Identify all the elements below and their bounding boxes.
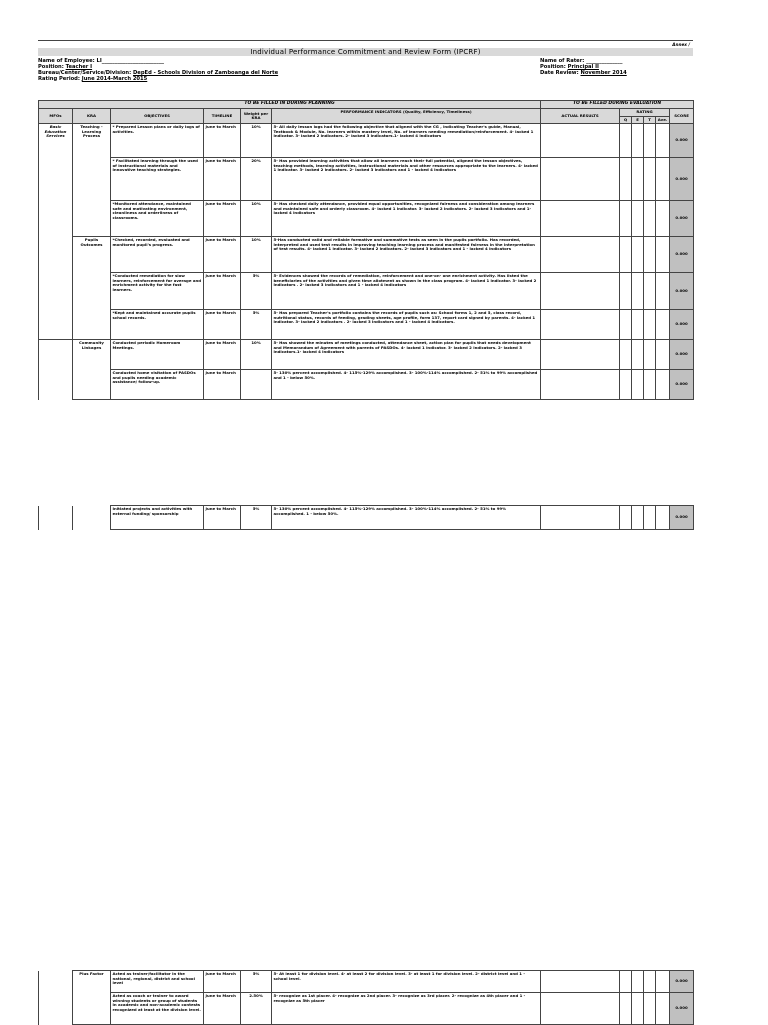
indicator-cell: 5- 130% percent accomplished. 4- 115%-129% accomplished. 3- 100%-114% accomplished. 2- 51% to 99% accomplished and 1 - below 50%. [272,370,541,400]
page1-rows [39,124,694,400]
ave-rating-cell [656,201,670,237]
rater-info [540,58,690,76]
objective-cell: Conducted home visitation of PASDOs and pupils needing academic assistance/ follow-up. [111,370,204,400]
e-rating-cell[interactable] [632,124,644,158]
q-rating-cell[interactable] [620,993,632,1025]
actual-results-cell[interactable] [541,201,620,237]
review-date-value: November 2014 [580,70,627,76]
weight-cell: 10% [241,124,272,158]
timeline-cell: June to March [204,506,241,530]
t-rating-cell[interactable] [644,971,656,993]
actual-results-cell[interactable] [541,971,620,993]
indicator-cell: 5- All daily lesson logs had the following objective that aligned with the CG , indicating Teacher's guide, Manual, Textbook & Module, No. learners within mastery level, No. of learners needing remediation/reinforcement. 4- lacked 1 indicator. 3- lacked 2 indicators. 2- lacked 3 indicators.1- lacked 4 indicators [272,124,541,158]
timeline-cell: June to March [204,273,241,310]
q-rating-cell[interactable] [620,310,632,340]
objective-cell: Conducted periodic Homeroom Meetings. [111,340,204,370]
rater-name-label: Name of Rater: [540,58,585,64]
table-row [39,993,694,1025]
mfo-cell: Basic Education Services [39,124,73,340]
employee-info [38,58,508,82]
weight-cell: 5% [241,273,272,310]
e-rating-cell[interactable] [632,310,644,340]
employee-name-value: LI________________________ [96,58,165,64]
indicator-cell: 5- Has prepared Teacher's portfolio contains the records of pupils such as: School forms 1, 2 and 5, class record, nutritional status, records of feeding, grading sheets, age profile, form 137, report card signed by parents. 4- lacked 1 indicator. 3- lacked 2 indicators . 2- lacked 3 indicators and 1 - lacked 4 indicators. [272,310,541,340]
kra-cell: Pupils Outcomes [73,237,111,340]
col-header-indicators: PERFORMANCE INDICATORS (Quality, Efficiency, Timeliness) [272,109,541,124]
t-rating-cell[interactable] [644,993,656,1025]
q-rating-cell[interactable] [620,506,632,530]
score-cell: 0.000 [670,993,694,1025]
t-rating-cell[interactable] [644,310,656,340]
q-rating-cell[interactable] [620,158,632,201]
weight-cell: 20% [241,158,272,201]
score-cell: 0.000 [670,237,694,273]
e-rating-cell[interactable] [632,340,644,370]
objective-cell: * Prepared Lesson plans or daily logs of activities. [111,124,204,158]
timeline-cell: June to March [204,201,241,237]
indicator-cell: 5- recognize as 1st placer. 4- recognize as 2nd placer. 3- recognize as 3rd placer. 2- recognize as 4th placer and 1 - recognize as 5th placer [272,993,541,1025]
weight-cell: 10% [241,237,272,273]
rating-period-value: June 2014-March 2015 [81,76,148,82]
objective-cell: *Monitored attendance, maintained safe and motivating environment, cleanliness and orderliness of classrooms. [111,201,204,237]
weight-cell: 2.50% [241,993,272,1025]
weight-cell: 5% [241,310,272,340]
weight-cell: 10% [241,340,272,370]
rating-period-label: Rating Period: [38,76,80,82]
t-rating-cell[interactable] [644,340,656,370]
indicator-cell: 5- Evidences showed the records of remediation, reinforcement and one-on- one enrichment activity. Has listed the beneficiaries of the activities and given time allotment as shown in the class program. 4- lacked 1 indicator. 3- lacked 2 indicators . 2- lacked 3 indicators and 1 - lacked 4 indicators [272,273,541,310]
q-rating-cell[interactable] [620,124,632,158]
ipcrf-table [38,100,694,400]
col-header-mfos: MFOs [39,109,73,124]
ave-rating-cell [656,158,670,201]
actual-results-cell[interactable] [541,506,620,530]
review-date-line [540,70,690,76]
score-cell: 0.000 [670,158,694,201]
rater-name-value: ______________ [586,58,623,64]
score-cell: 0.000 [670,124,694,158]
weight-cell: 5% [241,506,272,530]
t-rating-cell[interactable] [644,370,656,400]
weight-cell [241,370,272,400]
e-rating-cell[interactable] [632,273,644,310]
mfo-cell [39,506,73,530]
col-header-actual-results: ACTUAL RESULTS [541,109,620,124]
rater-position-value: Principal II [567,64,599,70]
col-header-timeline: TIMELINE [204,109,241,124]
weight-cell: 5% [241,971,272,993]
table-row [39,158,694,201]
objective-cell: Acted as coach or trainer to award winning students or group of students in academic and non-academic contests recognized at least at the division level. [111,993,204,1025]
rater-position-label: Position: [540,64,566,70]
score-cell: 0.000 [670,370,694,400]
objective-cell: *Checked, recorded, evaluated and monitored pupil's progress. [111,237,204,273]
q-rating-cell[interactable] [620,370,632,400]
score-cell: 0.000 [670,506,694,530]
employee-name-label: Name of Employee: [38,58,95,64]
timeline-cell: June to March [204,993,241,1025]
score-cell: 0.000 [670,273,694,310]
e-rating-cell[interactable] [632,201,644,237]
objective-cell: Initiated projects and activities with external funding/ sponsorship [111,506,204,530]
col-header-objectives: OBJECTIVES [111,109,204,124]
e-rating-cell[interactable] [632,993,644,1025]
annex-label: Annex / [672,42,690,47]
indicator-cell: 5- 130% percent accomplished. 4- 115%-129% accomplished. 3- 100%-114% accomplished. 2- 51% to 99% accomplished. 1 - below 50%. [272,506,541,530]
score-cell: 0.000 [670,310,694,340]
actual-results-cell[interactable] [541,124,620,158]
objective-cell: *Conducted remediation for slow learners, reinforcement for average and enrichment activity for the fast learners. [111,273,204,310]
table-row [39,273,694,310]
t-rating-cell[interactable] [644,237,656,273]
t-rating-cell[interactable] [644,124,656,158]
actual-results-cell[interactable] [541,310,620,340]
timeline-cell: June to March [204,971,241,993]
e-rating-cell[interactable] [632,506,644,530]
col-header-score: SCORE [670,109,694,124]
mfo-cell [39,971,73,1025]
timeline-cell: June to March [204,340,241,370]
col-header-ave: Ave. [656,116,670,124]
timeline-cell: June to March [204,310,241,340]
indicator-cell: 5- Has showed the minutes of meetings conducted, attendance sheet, action plan for pupils that needs development and Memorandum of Agreement with parents of PASDOs. 4- lacked 1 indicator. 3- lacked 2 indicators. 2- lacked 3 indicators.1- lacked 4 indicators [272,340,541,370]
ave-rating-cell [656,971,670,993]
evaluation-section-header: TO BE FILLED DURING EVALUATION [541,101,694,109]
indicator-cell: 5-Has conducted valid and reliable formative and summative tests as seen in the pupils portfolio. Has recorded, interpreted and used test results in improving teaching learning process and manifested fairness in the interpretation of test results. 4- lacked 1 indicator. 3- lacked 2 indicators. 2- lacked 3 indicators and 1 - lacked 4 indicators [272,237,541,273]
table-row [39,310,694,340]
score-cell: 0.000 [670,971,694,993]
ipcrf-table-plus-factor [38,970,694,1025]
table-row [39,370,694,400]
planning-section-header: TO BE FILLED IN DURING PLANNING [39,101,541,109]
q-rating-cell[interactable] [620,237,632,273]
actual-results-cell[interactable] [541,273,620,310]
col-header-rating: RATING [620,109,670,117]
e-rating-cell[interactable] [632,370,644,400]
q-rating-cell[interactable] [620,340,632,370]
employee-bureau-label: Bureau/Center/Service/Division: [38,70,132,76]
kra-cell [73,506,111,530]
e-rating-cell[interactable] [632,158,644,201]
q-rating-cell[interactable] [620,971,632,993]
actual-results-cell[interactable] [541,993,620,1025]
ave-rating-cell [656,273,670,310]
table-row [39,201,694,237]
ave-rating-cell [656,506,670,530]
ave-rating-cell [656,310,670,340]
table-row [39,124,694,158]
indicator-cell: 5- At least 1 for division level. 4- at least 2 for division level. 3- at least 1 for division level. 2- district level and 1 - school level. [272,971,541,993]
objective-cell: *Kept and maintained accurate pupils school records. [111,310,204,340]
t-rating-cell[interactable] [644,506,656,530]
ave-rating-cell [656,993,670,1025]
e-rating-cell[interactable] [632,237,644,273]
table-row [39,340,694,370]
indicator-cell: 5- Has provided learning activities that allow all learners reach their full potential, aligned the lesson objectives, teaching methods, learning activities, instructional materials and other resources appropriate to the learners. 4- lacked 1 indicator. 3- lacked 2 indicators. 2- lacked 3 indicators and 1 - lacked 4 indicators [272,158,541,201]
ave-rating-cell [656,340,670,370]
t-rating-cell[interactable] [644,273,656,310]
ipcrf-table-continued [38,505,694,530]
timeline-cell: June to March [204,124,241,158]
actual-results-cell[interactable] [541,370,620,400]
q-rating-cell[interactable] [620,273,632,310]
timeline-cell: June to March [204,370,241,400]
col-header-e: E [632,116,644,124]
t-rating-cell[interactable] [644,158,656,201]
table-row [39,506,694,530]
top-border [38,40,693,41]
mfo-cell [39,340,73,400]
employee-position-label: Position: [38,64,64,70]
kra-cell: Community Linkages [73,340,111,400]
review-date-label: Date Review: [540,70,579,76]
table-row [39,971,694,993]
rating-period-line [38,76,508,82]
score-cell: 0.000 [670,340,694,370]
kra-cell: Teaching -Learning Process [73,124,111,237]
col-header-kra: KRA [73,109,111,124]
col-header-q: Q [620,116,632,124]
form-title: Individual Performance Commitment and Review Form (IPCRF) [250,48,481,56]
kra-cell: Plus Factor [73,971,111,1025]
ave-rating-cell [656,237,670,273]
timeline-cell: June to March [204,237,241,273]
weight-cell: 10% [241,201,272,237]
table-row [39,237,694,273]
actual-results-cell[interactable] [541,158,620,201]
ave-rating-cell [656,370,670,400]
objective-cell: * Facilitated learning through the used of instructional materials and innovative teaching strategies. [111,158,204,201]
col-header-weight: Weight per KRA [241,109,272,124]
score-cell: 0.000 [670,201,694,237]
indicator-cell: 5- Has checked daily attendance, provided equal opportunities, recognized fairness and consideration among learners and maintained safe and orderly classroom. 4- lacked 1 indicator. 3- lacked 2 indicators. 2- lacked 3 indicators and 1- lacked 4 indicators [272,201,541,237]
actual-results-cell[interactable] [541,237,620,273]
objective-cell: Acted as trainer/facilitator in the national, regional, district and school level [111,971,204,993]
employee-bureau-value: DepEd - Schools Division of Zamboanga del Norte [133,70,279,76]
col-header-t: T [644,116,656,124]
timeline-cell: June to March [204,158,241,201]
actual-results-cell[interactable] [541,340,620,370]
employee-position-value: Teacher I [65,64,93,70]
ave-rating-cell [656,124,670,158]
t-rating-cell[interactable] [644,201,656,237]
q-rating-cell[interactable] [620,201,632,237]
e-rating-cell[interactable] [632,971,644,993]
